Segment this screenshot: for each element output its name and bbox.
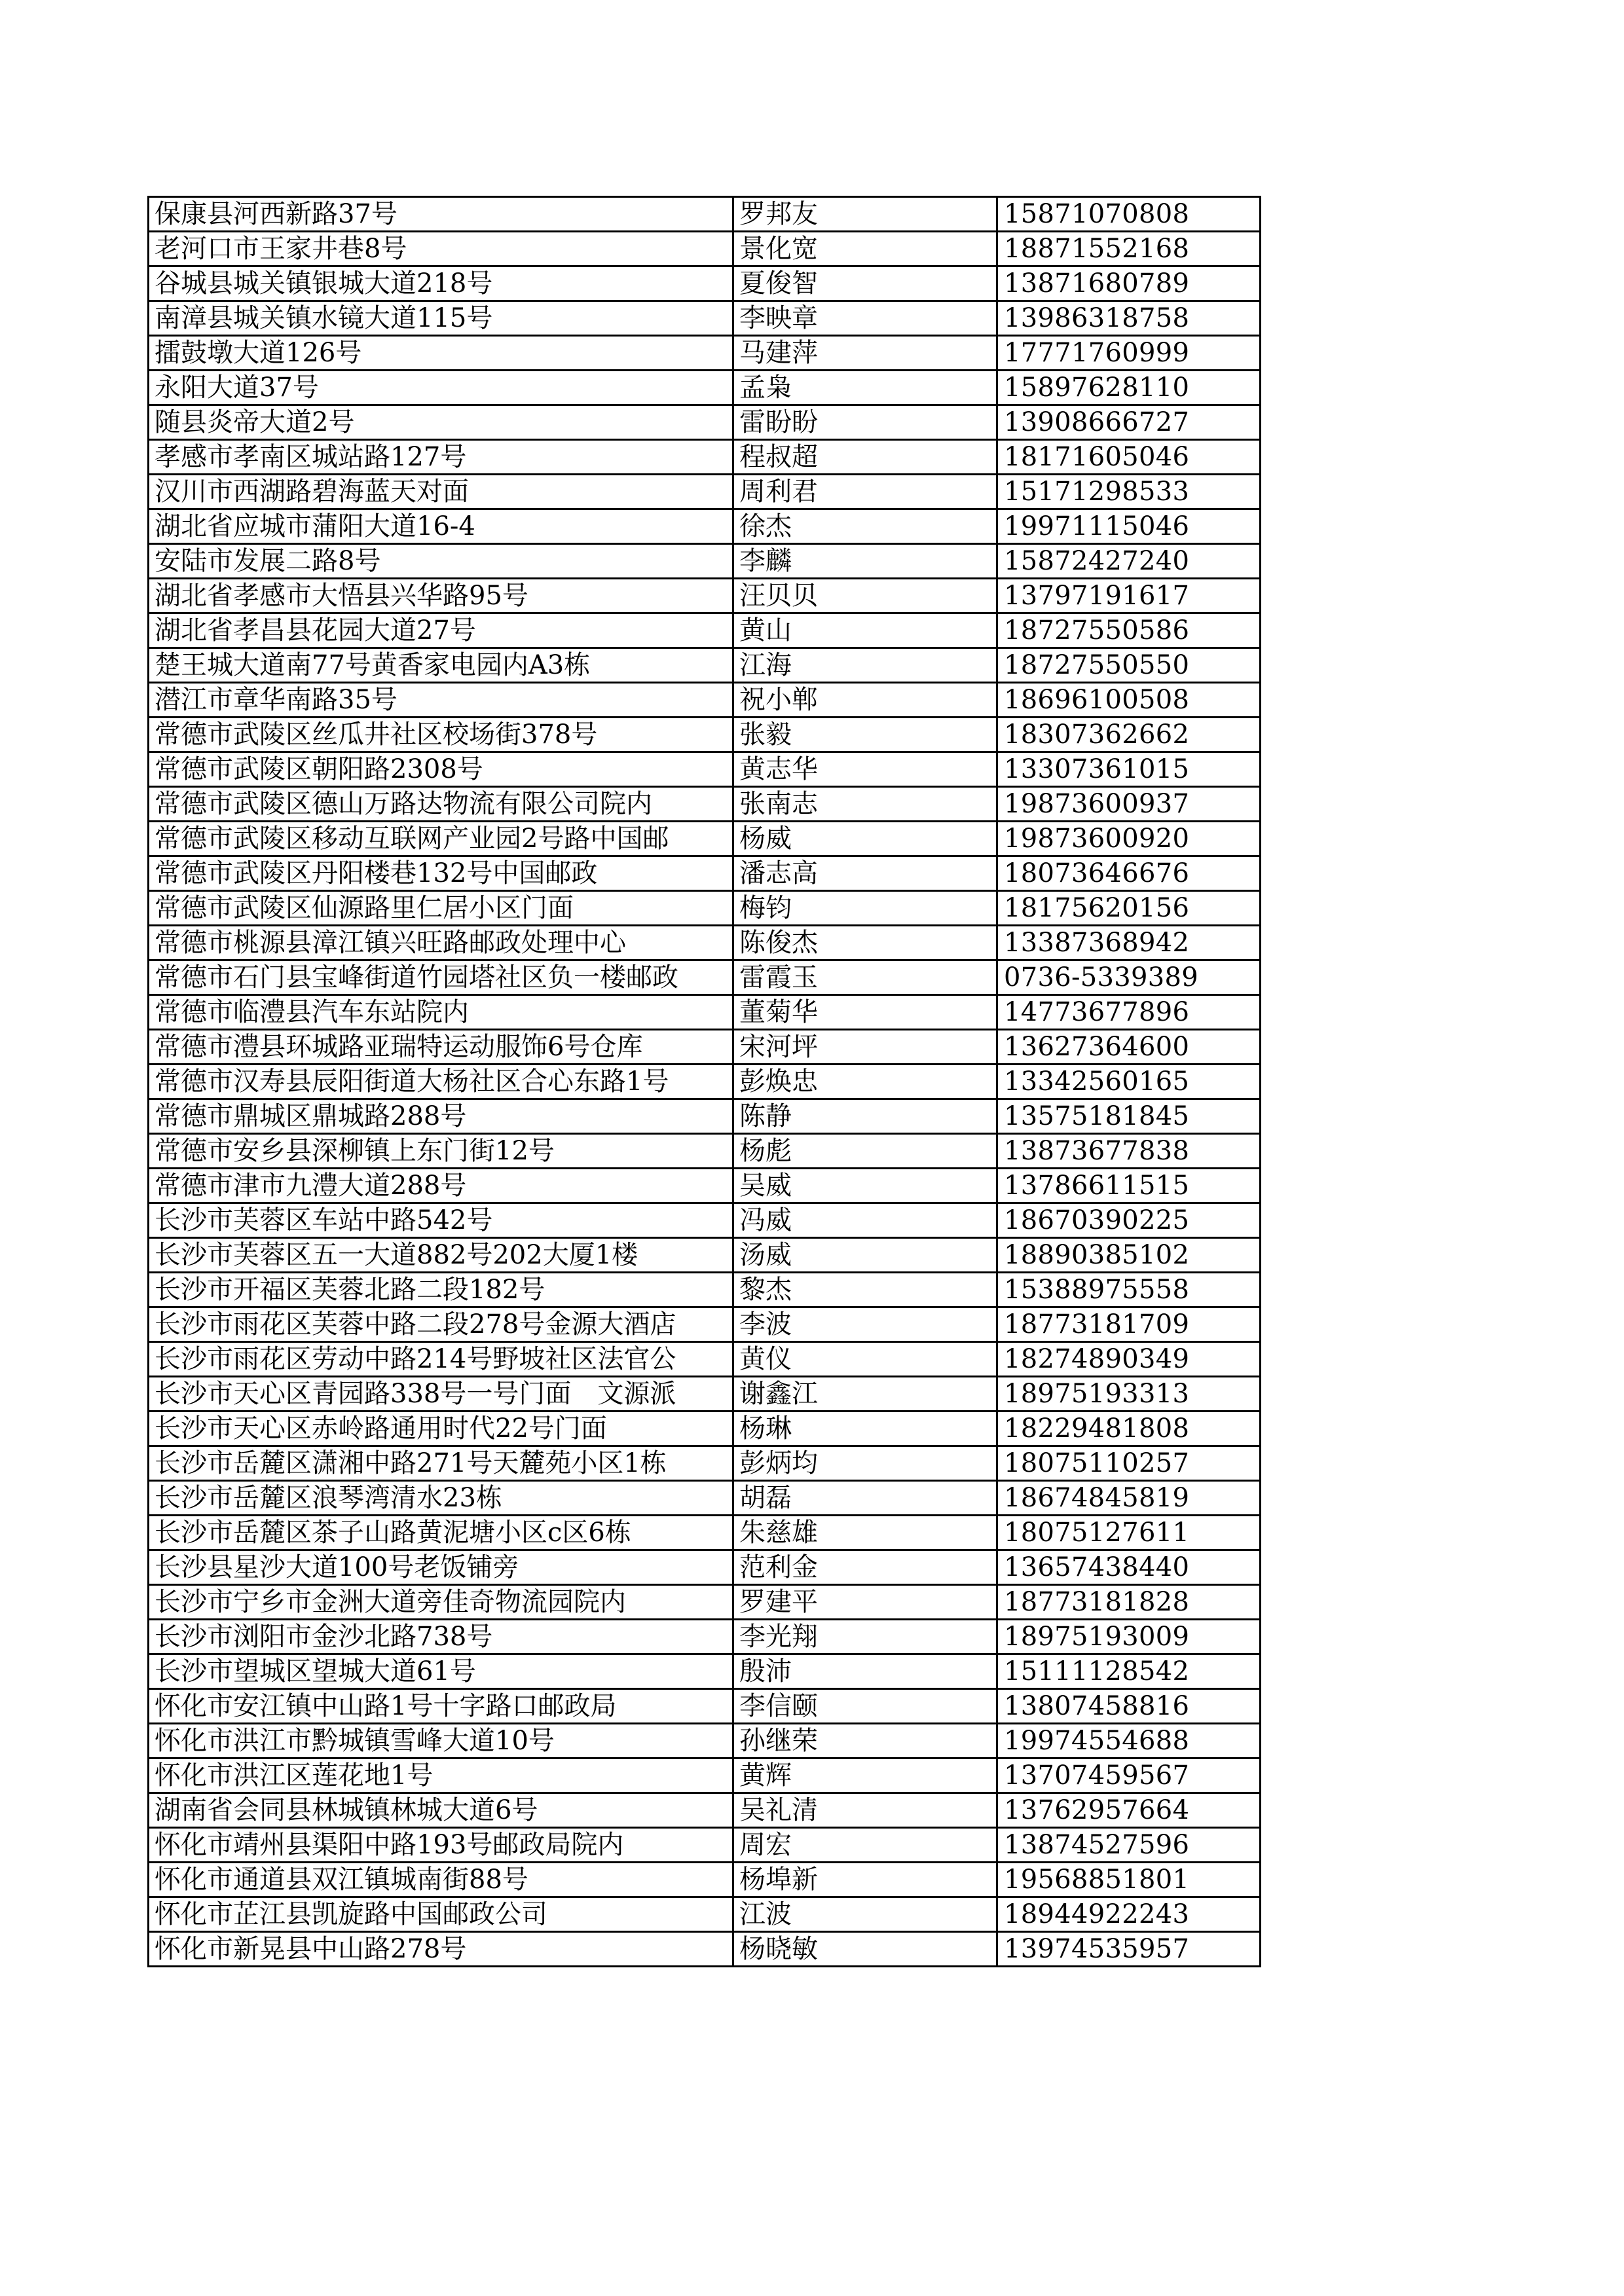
address-cell[interactable]: 长沙市芙蓉区五一大道882号202大厦1楼 xyxy=(149,1238,733,1273)
address-cell[interactable]: 湖北省孝感市大悟县兴华路95号 xyxy=(149,579,733,613)
address-cell[interactable]: 长沙市岳麓区茶子山路黄泥塘小区c区6栋 xyxy=(149,1516,733,1550)
table-row xyxy=(149,1516,1261,1550)
name-cell[interactable]: 谢鑫江 xyxy=(733,1377,997,1412)
name-cell[interactable]: 罗邦友 xyxy=(733,197,997,232)
name-cell[interactable]: 陈俊杰 xyxy=(733,926,997,960)
phone-cell[interactable]: 18727550550 xyxy=(997,648,1261,683)
name-cell[interactable]: 周利君 xyxy=(733,475,997,509)
name-cell[interactable]: 张毅 xyxy=(733,718,997,752)
name-cell[interactable]: 黄山 xyxy=(733,613,997,648)
phone-cell[interactable]: 18307362662 xyxy=(997,718,1261,752)
address-cell[interactable]: 怀化市洪江市黔城镇雪峰大道10号 xyxy=(149,1724,733,1758)
address-cell[interactable]: 常德市武陵区朝阳路2308号 xyxy=(149,752,733,787)
table-row xyxy=(149,1689,1261,1724)
table-row xyxy=(149,648,1261,683)
table-row xyxy=(149,891,1261,926)
phone-cell[interactable]: 15388975558 xyxy=(997,1273,1261,1307)
address-cell[interactable]: 常德市临澧县汽车东站院内 xyxy=(149,995,733,1030)
name-cell[interactable]: 张南志 xyxy=(733,787,997,822)
name-cell[interactable]: 程叔超 xyxy=(733,440,997,475)
table-row xyxy=(149,1550,1261,1585)
name-cell[interactable]: 徐杰 xyxy=(733,509,997,544)
phone-cell[interactable]: 18871552168 xyxy=(997,232,1261,266)
table-row xyxy=(149,752,1261,787)
address-cell[interactable]: 老河口市王家井巷8号 xyxy=(149,232,733,266)
name-cell[interactable]: 黎杰 xyxy=(733,1273,997,1307)
address-cell[interactable]: 擂鼓墩大道126号 xyxy=(149,336,733,371)
name-cell[interactable]: 江海 xyxy=(733,648,997,683)
name-cell[interactable]: 范利金 xyxy=(733,1550,997,1585)
address-cell[interactable]: 长沙市开福区芙蓉北路二段182号 xyxy=(149,1273,733,1307)
address-cell[interactable]: 常德市武陵区德山万路达物流有限公司院内 xyxy=(149,787,733,822)
phone-cell[interactable]: 14773677896 xyxy=(997,995,1261,1030)
phone-cell[interactable]: 17771760999 xyxy=(997,336,1261,371)
phone-cell[interactable]: 15897628110 xyxy=(997,371,1261,405)
name-cell[interactable]: 黄仪 xyxy=(733,1342,997,1377)
name-cell[interactable]: 吴礼清 xyxy=(733,1793,997,1828)
address-cell[interactable]: 长沙市芙蓉区车站中路542号 xyxy=(149,1203,733,1238)
table-row xyxy=(149,683,1261,718)
phone-cell[interactable]: 18171605046 xyxy=(997,440,1261,475)
name-cell[interactable]: 李映章 xyxy=(733,301,997,336)
phone-cell[interactable]: 13387368942 xyxy=(997,926,1261,960)
table-row xyxy=(149,440,1261,475)
table-row xyxy=(149,1932,1261,1967)
phone-cell[interactable]: 13986318758 xyxy=(997,301,1261,336)
table-row xyxy=(149,1065,1261,1099)
address-cell[interactable]: 常德市武陵区仙源路里仁居小区门面 xyxy=(149,891,733,926)
phone-cell[interactable]: 18175620156 xyxy=(997,891,1261,926)
table-row xyxy=(149,613,1261,648)
contact-table-body xyxy=(149,197,1261,1967)
table-row xyxy=(149,1412,1261,1446)
address-cell[interactable]: 常德市澧县环城路亚瑞特运动服饰6号仓库 xyxy=(149,1030,733,1065)
address-cell[interactable]: 常德市鼎城区鼎城路288号 xyxy=(149,1099,733,1134)
address-cell[interactable]: 孝感市孝南区城站路127号 xyxy=(149,440,733,475)
table-row xyxy=(149,1897,1261,1932)
table-row xyxy=(149,197,1261,232)
table-row xyxy=(149,266,1261,301)
phone-cell[interactable]: 15872427240 xyxy=(997,544,1261,579)
phone-cell[interactable]: 19568851801 xyxy=(997,1863,1261,1897)
address-cell[interactable]: 怀化市安江镇中山路1号十字路口邮政局 xyxy=(149,1689,733,1724)
address-cell[interactable]: 常德市桃源县漳江镇兴旺路邮政处理中心 xyxy=(149,926,733,960)
phone-cell[interactable]: 18773181709 xyxy=(997,1307,1261,1342)
phone-cell[interactable]: 13874527596 xyxy=(997,1828,1261,1863)
phone-cell[interactable]: 13657438440 xyxy=(997,1550,1261,1585)
phone-cell[interactable]: 15111128542 xyxy=(997,1654,1261,1689)
name-cell[interactable]: 朱慈雄 xyxy=(733,1516,997,1550)
address-cell[interactable]: 随县炎帝大道2号 xyxy=(149,405,733,440)
phone-cell[interactable]: 18975193009 xyxy=(997,1620,1261,1654)
table-row xyxy=(149,1307,1261,1342)
phone-cell[interactable]: 18670390225 xyxy=(997,1203,1261,1238)
address-cell[interactable]: 长沙市浏阳市金沙北路738号 xyxy=(149,1620,733,1654)
address-cell[interactable]: 安陆市发展二路8号 xyxy=(149,544,733,579)
phone-cell[interactable]: 18696100508 xyxy=(997,683,1261,718)
phone-cell[interactable]: 13908666727 xyxy=(997,405,1261,440)
address-cell[interactable]: 常德市安乡县深柳镇上东门街12号 xyxy=(149,1134,733,1169)
address-cell[interactable]: 汉川市西湖路碧海蓝天对面 xyxy=(149,475,733,509)
table-row xyxy=(149,1099,1261,1134)
name-cell[interactable]: 黄志华 xyxy=(733,752,997,787)
phone-cell[interactable]: 13807458816 xyxy=(997,1689,1261,1724)
name-cell[interactable]: 祝小郸 xyxy=(733,683,997,718)
phone-cell[interactable]: 18674845819 xyxy=(997,1481,1261,1516)
table-row xyxy=(149,1134,1261,1169)
address-cell[interactable]: 湖南省会同县林城镇林城大道6号 xyxy=(149,1793,733,1828)
table-row xyxy=(149,336,1261,371)
table-row xyxy=(149,1758,1261,1793)
phone-cell[interactable]: 18944922243 xyxy=(997,1897,1261,1932)
table-row xyxy=(149,1828,1261,1863)
name-cell[interactable]: 杨琳 xyxy=(733,1412,997,1446)
name-cell[interactable]: 黄辉 xyxy=(733,1758,997,1793)
address-cell[interactable]: 怀化市通道县双江镇城南街88号 xyxy=(149,1863,733,1897)
phone-cell[interactable]: 13342560165 xyxy=(997,1065,1261,1099)
phone-cell[interactable]: 0736-5339389 xyxy=(997,960,1261,995)
table-row xyxy=(149,995,1261,1030)
name-cell[interactable]: 吴威 xyxy=(733,1169,997,1203)
name-cell[interactable]: 夏俊智 xyxy=(733,266,997,301)
phone-cell[interactable]: 18727550586 xyxy=(997,613,1261,648)
name-cell[interactable]: 彭焕忠 xyxy=(733,1065,997,1099)
phone-cell[interactable]: 19873600920 xyxy=(997,822,1261,856)
table-row xyxy=(149,787,1261,822)
name-cell[interactable]: 李麟 xyxy=(733,544,997,579)
table-row xyxy=(149,926,1261,960)
table-row xyxy=(149,405,1261,440)
address-cell[interactable]: 长沙市雨花区芙蓉中路二段278号金源大酒店 xyxy=(149,1307,733,1342)
table-row xyxy=(149,1342,1261,1377)
table-row xyxy=(149,475,1261,509)
table-row xyxy=(149,960,1261,995)
address-cell[interactable]: 常德市武陵区丹阳楼巷132号中国邮政 xyxy=(149,856,733,891)
phone-cell[interactable]: 13873677838 xyxy=(997,1134,1261,1169)
address-cell[interactable]: 长沙市宁乡市金洲大道旁佳奇物流园院内 xyxy=(149,1585,733,1620)
address-cell[interactable]: 长沙市天心区青园路338号一号门面 文源派 xyxy=(149,1377,733,1412)
phone-cell[interactable]: 15171298533 xyxy=(997,475,1261,509)
address-cell[interactable]: 长沙市望城区望城大道61号 xyxy=(149,1654,733,1689)
phone-cell[interactable]: 18773181828 xyxy=(997,1585,1261,1620)
address-cell[interactable]: 湖北省应城市蒲阳大道16-4 xyxy=(149,509,733,544)
phone-cell[interactable]: 13797191617 xyxy=(997,579,1261,613)
address-cell[interactable]: 长沙市天心区赤岭路通用时代22号门面 xyxy=(149,1412,733,1446)
phone-cell[interactable]: 18890385102 xyxy=(997,1238,1261,1273)
name-cell[interactable]: 孟枭 xyxy=(733,371,997,405)
phone-cell[interactable]: 13707459567 xyxy=(997,1758,1261,1793)
address-cell[interactable]: 南漳县城关镇水镜大道115号 xyxy=(149,301,733,336)
phone-cell[interactable]: 18075110257 xyxy=(997,1446,1261,1481)
address-cell[interactable]: 怀化市靖州县渠阳中路193号邮政局院内 xyxy=(149,1828,733,1863)
address-cell[interactable]: 怀化市新晃县中山路278号 xyxy=(149,1932,733,1967)
table-row xyxy=(149,1273,1261,1307)
address-cell[interactable]: 湖北省孝昌县花园大道27号 xyxy=(149,613,733,648)
name-cell[interactable]: 冯威 xyxy=(733,1203,997,1238)
table-row xyxy=(149,1030,1261,1065)
phone-cell[interactable]: 18073646676 xyxy=(997,856,1261,891)
table-row xyxy=(149,822,1261,856)
table-row xyxy=(149,232,1261,266)
phone-cell[interactable]: 18274890349 xyxy=(997,1342,1261,1377)
phone-cell[interactable]: 18975193313 xyxy=(997,1377,1261,1412)
address-cell[interactable]: 长沙市岳麓区潇湘中路271号天麓苑小区1栋 xyxy=(149,1446,733,1481)
table-row xyxy=(149,1724,1261,1758)
phone-cell[interactable]: 13627364600 xyxy=(997,1030,1261,1065)
name-cell[interactable]: 汪贝贝 xyxy=(733,579,997,613)
table-row xyxy=(149,1203,1261,1238)
phone-cell[interactable]: 18229481808 xyxy=(997,1412,1261,1446)
table-row xyxy=(149,1654,1261,1689)
table-row xyxy=(149,509,1261,544)
phone-cell[interactable]: 19971115046 xyxy=(997,509,1261,544)
contact-table xyxy=(147,196,1261,1967)
name-cell[interactable]: 杨彪 xyxy=(733,1134,997,1169)
address-cell[interactable]: 怀化市芷江县凯旋路中国邮政公司 xyxy=(149,1897,733,1932)
phone-cell[interactable]: 13762957664 xyxy=(997,1793,1261,1828)
name-cell[interactable]: 江波 xyxy=(733,1897,997,1932)
address-cell[interactable]: 常德市武陵区移动互联网产业园2号路中国邮 xyxy=(149,822,733,856)
address-cell[interactable]: 怀化市洪江区莲花地1号 xyxy=(149,1758,733,1793)
name-cell[interactable]: 李光翔 xyxy=(733,1620,997,1654)
name-cell[interactable]: 董菊华 xyxy=(733,995,997,1030)
table-row xyxy=(149,1481,1261,1516)
name-cell[interactable]: 杨威 xyxy=(733,822,997,856)
phone-cell[interactable]: 13307361015 xyxy=(997,752,1261,787)
table-row xyxy=(149,1620,1261,1654)
phone-cell[interactable]: 13871680789 xyxy=(997,266,1261,301)
address-cell[interactable]: 长沙市岳麓区浪琴湾清水23栋 xyxy=(149,1481,733,1516)
address-cell[interactable]: 常德市石门县宝峰街道竹园塔社区负一楼邮政 xyxy=(149,960,733,995)
name-cell[interactable]: 景化宽 xyxy=(733,232,997,266)
table-row xyxy=(149,1238,1261,1273)
address-cell[interactable]: 楚王城大道南77号黄香家电园内A3栋 xyxy=(149,648,733,683)
phone-cell[interactable]: 13575181845 xyxy=(997,1099,1261,1134)
name-cell[interactable]: 李信颐 xyxy=(733,1689,997,1724)
address-cell[interactable]: 潜江市章华南路35号 xyxy=(149,683,733,718)
table-row xyxy=(149,718,1261,752)
name-cell[interactable]: 宋河坪 xyxy=(733,1030,997,1065)
name-cell[interactable]: 汤威 xyxy=(733,1238,997,1273)
contact-sheet xyxy=(147,196,1259,1967)
name-cell[interactable]: 杨晓敏 xyxy=(733,1932,997,1967)
phone-cell[interactable]: 13786611515 xyxy=(997,1169,1261,1203)
phone-cell[interactable]: 18075127611 xyxy=(997,1516,1261,1550)
phone-cell[interactable]: 19974554688 xyxy=(997,1724,1261,1758)
name-cell[interactable]: 胡磊 xyxy=(733,1481,997,1516)
table-row xyxy=(149,1446,1261,1481)
table-row xyxy=(149,371,1261,405)
address-cell[interactable]: 谷城县城关镇银城大道218号 xyxy=(149,266,733,301)
address-cell[interactable]: 常德市汉寿县辰阳街道大杨社区合心东路1号 xyxy=(149,1065,733,1099)
name-cell[interactable]: 殷沛 xyxy=(733,1654,997,1689)
name-cell[interactable]: 雷霞玉 xyxy=(733,960,997,995)
name-cell[interactable]: 梅钧 xyxy=(733,891,997,926)
name-cell[interactable]: 潘志高 xyxy=(733,856,997,891)
phone-cell[interactable]: 15871070808 xyxy=(997,197,1261,232)
phone-cell[interactable]: 13974535957 xyxy=(997,1932,1261,1967)
name-cell[interactable]: 彭炳均 xyxy=(733,1446,997,1481)
name-cell[interactable]: 陈静 xyxy=(733,1099,997,1134)
name-cell[interactable]: 杨埠新 xyxy=(733,1863,997,1897)
table-row xyxy=(149,1585,1261,1620)
table-row xyxy=(149,1377,1261,1412)
name-cell[interactable]: 孙继荣 xyxy=(733,1724,997,1758)
name-cell[interactable]: 马建萍 xyxy=(733,336,997,371)
table-row xyxy=(149,856,1261,891)
name-cell[interactable]: 罗建平 xyxy=(733,1585,997,1620)
table-row xyxy=(149,1793,1261,1828)
table-row xyxy=(149,301,1261,336)
address-cell[interactable]: 长沙县星沙大道100号老饭铺旁 xyxy=(149,1550,733,1585)
table-row xyxy=(149,579,1261,613)
address-cell[interactable]: 永阳大道37号 xyxy=(149,371,733,405)
address-cell[interactable]: 长沙市雨花区劳动中路214号野坡社区法官公 xyxy=(149,1342,733,1377)
name-cell[interactable]: 雷盼盼 xyxy=(733,405,997,440)
table-row xyxy=(149,1169,1261,1203)
address-cell[interactable]: 保康县河西新路37号 xyxy=(149,197,733,232)
table-row xyxy=(149,544,1261,579)
name-cell[interactable]: 李波 xyxy=(733,1307,997,1342)
phone-cell[interactable]: 19873600937 xyxy=(997,787,1261,822)
address-cell[interactable]: 常德市津市九澧大道288号 xyxy=(149,1169,733,1203)
name-cell[interactable]: 周宏 xyxy=(733,1828,997,1863)
address-cell[interactable]: 常德市武陵区丝瓜井社区校场街378号 xyxy=(149,718,733,752)
table-row xyxy=(149,1863,1261,1897)
